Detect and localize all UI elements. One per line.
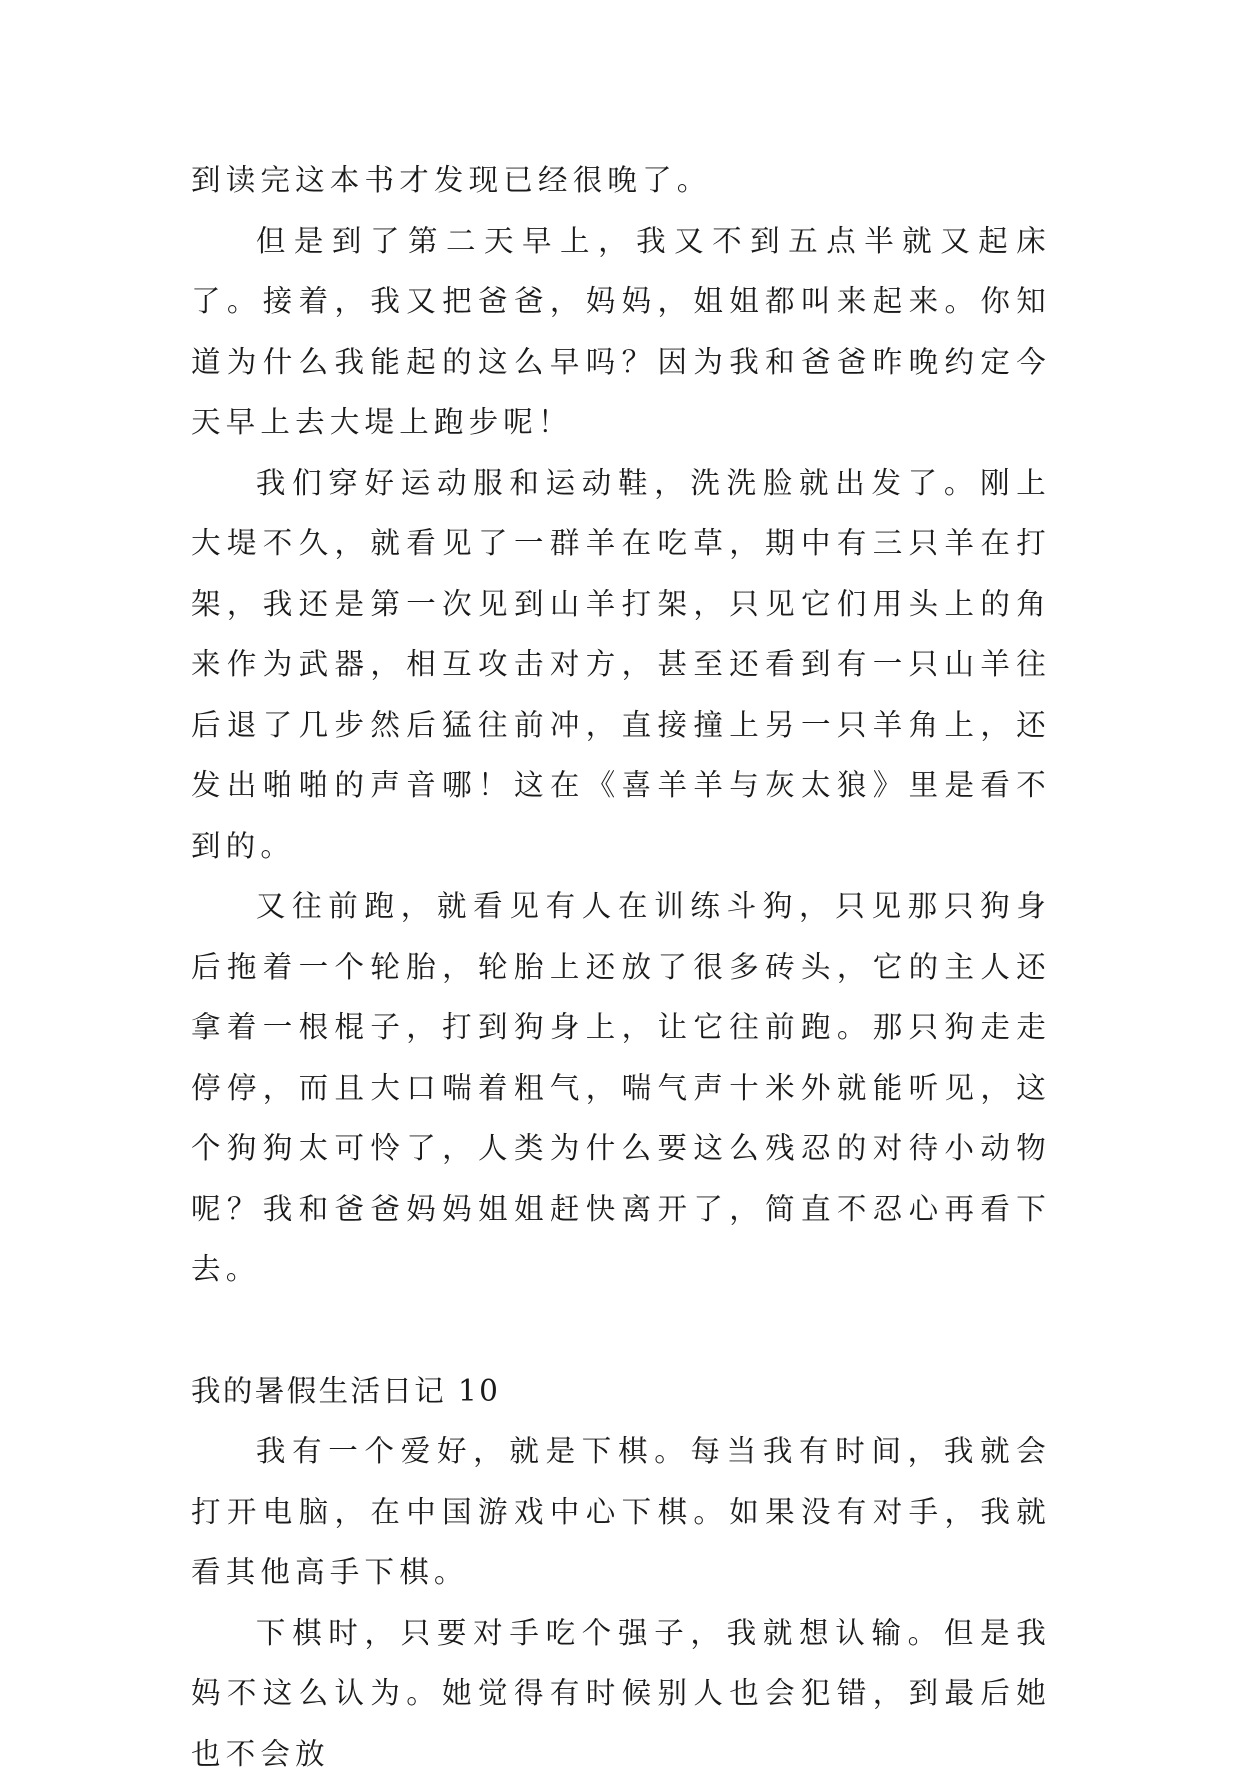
paragraph-goats-fighting: 我们穿好运动服和运动鞋，洗洗脸就出发了。刚上大堤不久，就看见了一群羊在吃草，期中有三只羊在打架，我还是第一次见到山羊打架，只见它们用头上的角来作为武器，相互攻击对方，甚至还看到有一只山羊往后退了几步然后猛往前冲，直接撞上另一只羊角上，还发出啪啪的声音哪！这在《喜羊羊与灰太狼》里是看不到的。 [191,453,1051,877]
paragraph-chess-mother: 下棋时，只要对手吃个强子，我就想认输。但是我妈不这么认为。她觉得有时候别人也会犯错，到最后她也不会放 [191,1603,1051,1784]
section-title: 我的暑假生活日记 10 [191,1361,1051,1422]
document-body [191,150,1051,1784]
paragraph-continued: 到读完这本书才发现已经很晚了。 [191,150,1051,211]
paragraph-chess-hobby: 我有一个爱好，就是下棋。每当我有时间，我就会打开电脑，在中国游戏中心下棋。如果没有对手，我就看其他高手下棋。 [191,1421,1051,1603]
paragraph-dog-training: 又往前跑，就看见有人在训练斗狗，只见那只狗身后拖着一个轮胎，轮胎上还放了很多砖头，它的主人还拿着一根棍子，打到狗身上，让它往前跑。那只狗走走停停，而且大口喘着粗气，喘气声十米外就能听见，这个狗狗太可怜了，人类为什么要这么残忍的对待小动物呢？我和爸爸妈妈姐姐赶快离开了，简直不忍心再看下去。 [191,876,1051,1300]
paragraph-next-morning: 但是到了第二天早上，我又不到五点半就又起床了。接着，我又把爸爸，妈妈，姐姐都叫来起来。你知道为什么我能起的这么早吗？因为我和爸爸昨晚约定今天早上去大堤上跑步呢！ [191,211,1051,453]
